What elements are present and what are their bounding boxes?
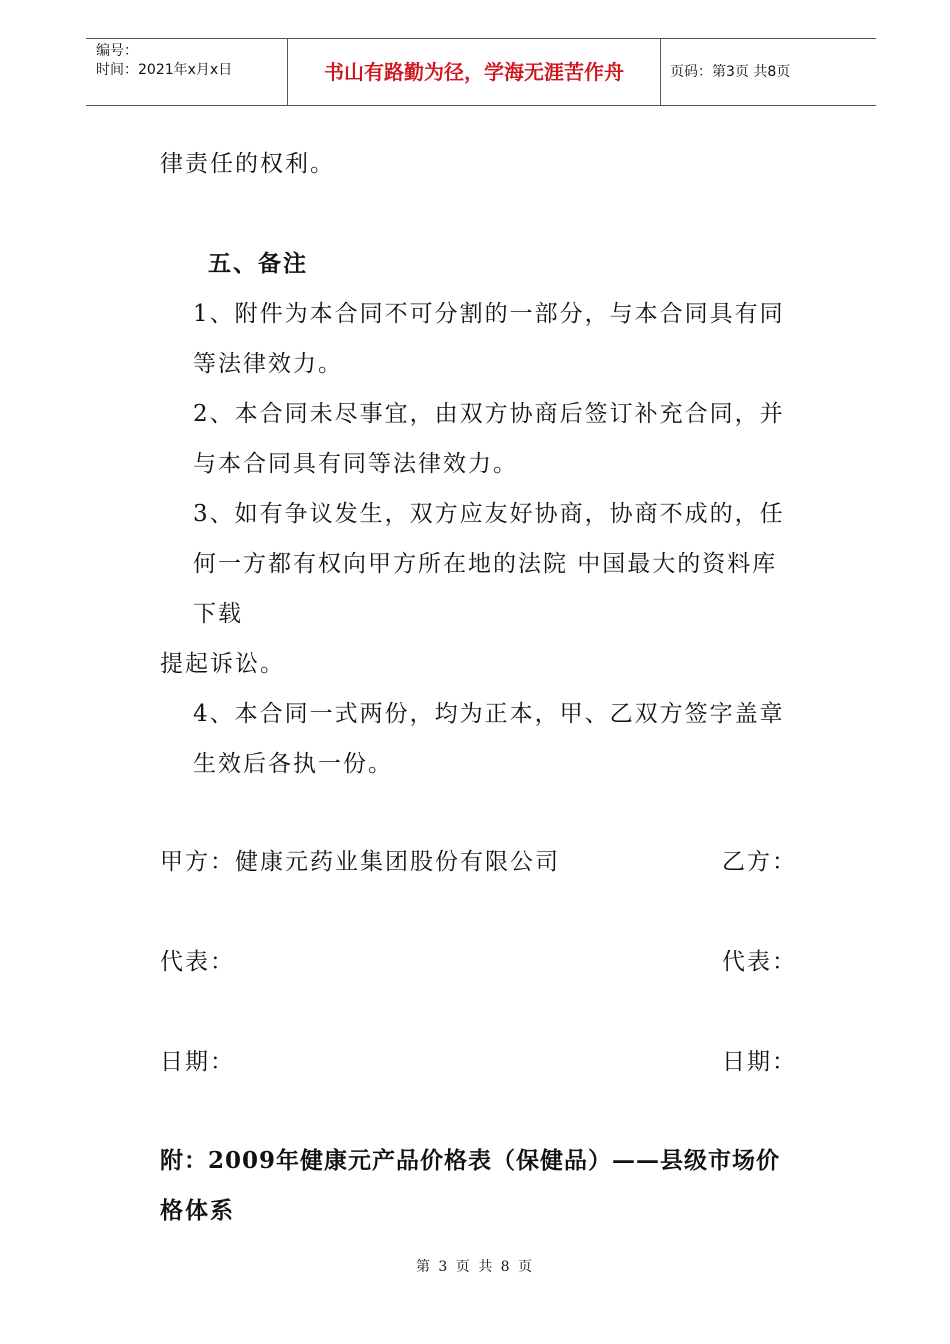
page-footer: 第 3 页 共 8 页	[415, 1259, 535, 1275]
section-title-remarks: 五、备注	[208, 250, 308, 277]
page-header	[86, 38, 876, 106]
item1-line2: 等法律效力。	[193, 351, 343, 377]
item4-line2: 生效后各执一份。	[193, 751, 393, 777]
appendix-title-line2: 格体系	[160, 1197, 235, 1224]
body-line-continued: 律责任的权利。	[160, 151, 335, 177]
signature-date-b: 日期：	[722, 1049, 797, 1075]
item2-line1: 2、本合同未尽事宜，由双方协商后签订补充合同，并	[193, 401, 785, 427]
item1-line1: 1、附件为本合同不可分割的一部分，与本合同具有同	[193, 301, 785, 327]
signature-rep-b: 代表：	[722, 949, 797, 975]
item3-line3: 下载	[193, 601, 243, 627]
document-number-label: 编号：	[96, 43, 138, 59]
header-divider-right	[660, 39, 661, 105]
header-info	[86, 39, 286, 105]
item2-line2: 与本合同具有同等法律效力。	[193, 451, 518, 477]
document-time-label: 时间：2021年x月x日	[96, 62, 233, 78]
item3-line2: 何一方都有权向甲方所在地的法院 中国最大的资料库	[193, 551, 778, 577]
header-motto: 书山有路勤为径，学海无涯苦作舟	[324, 60, 624, 84]
signature-rep-a: 代表：	[160, 949, 235, 975]
item3-line1: 3、如有争议发生，双方应友好协商，协商不成的，任	[193, 501, 785, 527]
signature-party-a: 甲方：健康元药业集团股份有限公司	[160, 849, 560, 875]
item4-line1: 4、本合同一式两份，均为正本，甲、乙双方签字盖章	[193, 701, 785, 727]
signature-party-b: 乙方：	[722, 849, 797, 875]
item3-line4: 提起诉讼。	[160, 651, 285, 677]
header-page-number: 页码：第3页 共8页	[670, 64, 791, 80]
signature-date-a: 日期：	[160, 1049, 235, 1075]
appendix-title-line1: 附：2009年健康元产品价格表（保健品）——县级市场价	[160, 1147, 781, 1174]
